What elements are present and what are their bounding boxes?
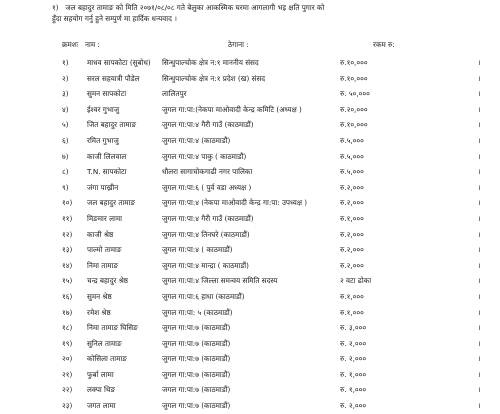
donor-address: जुगल गा:पा:४ पाकु ( काठमाडौं) xyxy=(162,151,247,161)
donor-name: जित बहादुर तामाङ xyxy=(87,120,137,130)
serial-number: २०) xyxy=(62,354,73,364)
donor-list xyxy=(0,55,500,414)
donor-address: जुगल गा:पा:४ ( काठमाडौं) xyxy=(162,245,233,255)
table-row xyxy=(0,305,500,321)
donor-address: जुगल गा:पा:४ (नेकपा माओवादी केन्द्र गा:पा: उपध्यक्ष ) xyxy=(162,198,308,208)
donor-address: लालितपुर xyxy=(162,89,187,99)
donor-name: चन्द्र बहादुर श्रेष्ठ xyxy=(87,276,129,286)
table-row xyxy=(0,258,500,274)
table-row xyxy=(0,102,500,118)
donor-address: जुगल गा:पा:४ गैरी गाउँ (काठमाडौं) xyxy=(162,213,254,223)
donation-amount: रु.१०,००० xyxy=(340,58,368,67)
table-row xyxy=(0,211,500,227)
row-end-mark: । xyxy=(478,291,481,301)
donation-amount: रु. ३,००० xyxy=(340,323,367,333)
table-row xyxy=(0,180,500,196)
donation-amount: रु. १,००० xyxy=(340,369,367,379)
donor-address: जुगल गा:पा:४ जिल्ला समन्वय समिति सदस्य xyxy=(162,276,278,286)
table-row xyxy=(0,227,500,243)
donor-address: जुगल गा:पा:७ (काठमाडौं) xyxy=(162,369,231,379)
row-end-mark: । xyxy=(478,354,481,364)
donor-address: जुगल गा:पा:७ (काठमाडौं) xyxy=(162,354,231,364)
table-row xyxy=(0,273,500,289)
row-end-mark: । xyxy=(478,307,481,317)
donor-address: धौलरा सागाचोकगाढी नगर पालिका xyxy=(162,167,253,177)
table-row xyxy=(0,164,500,180)
row-end-mark: । xyxy=(478,385,481,395)
donor-address: जुगल गा:पा:७ (काठमाडौं) xyxy=(162,401,231,411)
donor-name: सुनिल तामाङ xyxy=(87,338,122,348)
donation-amount: रु. ५०,००० xyxy=(340,89,370,99)
donation-amount: रु.१,००० xyxy=(340,307,364,317)
serial-number: २३) xyxy=(62,401,73,411)
donor-name: सुमन सापकोटा xyxy=(87,89,127,99)
donor-address: जुगल गा:पा:४ तिनघरे (काठमाडौं) xyxy=(162,229,250,239)
serial-number: २) xyxy=(62,73,69,83)
intro-line-2: हुँदा सहयोग गर्नु हुने सम्पुर्ण मा हार्दिक धन्यवाद । xyxy=(52,14,177,23)
row-end-mark: । xyxy=(478,369,481,379)
serial-number: १८) xyxy=(62,323,73,333)
donor-name: निमा तामाङ xyxy=(87,260,118,270)
donor-name: सुमन श्रेष्ठ xyxy=(87,291,112,301)
serial-number: १९) xyxy=(62,338,73,348)
row-end-mark: । xyxy=(478,120,481,130)
donation-amount: रु. १,००० xyxy=(340,385,367,395)
donation-amount: रु. २,००० xyxy=(340,338,367,348)
table-row xyxy=(0,195,500,211)
donor-address: जुगल गा:पा:७ (काठमाडौं) xyxy=(162,323,231,333)
donor-name: जंगा पाख्रीन xyxy=(87,182,119,192)
table-row xyxy=(0,86,500,102)
donation-amount: रु.२,००० xyxy=(340,245,364,255)
donor-address: जुगल गा:पा:६ ( पुर्व वडा अध्यक्ष ) xyxy=(162,182,252,192)
donation-amount: रु.२,००० xyxy=(340,260,364,270)
table-row xyxy=(0,320,500,336)
donation-amount: रु. २,००० xyxy=(340,354,367,364)
donor-name: निमा तामाङ घिसिङ xyxy=(87,323,138,333)
row-end-mark: । xyxy=(478,401,481,411)
row-end-mark: । xyxy=(478,151,481,161)
header-amount: रकम रु: xyxy=(373,40,395,49)
header-name: नाम : xyxy=(85,40,100,49)
table-row xyxy=(0,55,500,71)
donor-address: जुगल गा:पा:४ मान्द्रा ( काठमाडौं) xyxy=(162,260,249,270)
donation-amount: रु.२,००० xyxy=(340,229,364,239)
table-row xyxy=(0,351,500,367)
row-end-mark: । xyxy=(478,73,481,83)
serial-number: १७) xyxy=(62,307,73,317)
donor-address: जुगल गा:पा:(नेकपा माओवादी केन्द्र कमिटि (अध्यक्ष ) xyxy=(162,104,302,114)
donor-address: सिन्धुपाल्चोक क्षेत्र न:१ माननीय संसद xyxy=(162,58,259,67)
donation-amount: रु.१०,००० xyxy=(340,73,368,83)
row-end-mark: । xyxy=(478,323,481,333)
donor-address: जुगल गा:पा:७ (काठमाडौं) xyxy=(162,338,231,348)
donor-name: ईश्वर गुभाजु xyxy=(87,104,120,114)
row-end-mark: । xyxy=(478,229,481,239)
donor-name: फुर्बा लामा xyxy=(87,369,114,379)
donor-name: काजी लिलवाल xyxy=(87,151,127,161)
donor-name: माधव सापकोटा (सुबोध) xyxy=(87,58,151,67)
intro-number: १) xyxy=(52,3,59,12)
donor-name: रमेश श्रेष्ठ xyxy=(87,307,111,317)
serial-number: २१) xyxy=(62,369,73,379)
serial-number: १५) xyxy=(62,276,73,286)
donation-amount: रु.१,००० xyxy=(340,213,364,223)
donor-address: जुगल गा:पा: ५ (काठमाडौं) xyxy=(162,307,233,317)
donation-amount: २ वटा ढोका xyxy=(340,276,372,286)
table-row xyxy=(0,133,500,149)
serial-number: ६) xyxy=(62,135,69,145)
donor-name: सरल सहयात्री पौडेल xyxy=(87,73,140,83)
donor-name: पाल्मो तामाङ xyxy=(87,245,122,255)
donor-name: रमित गुभाजु xyxy=(87,135,119,145)
donor-name: T.N. सापकोटा xyxy=(87,167,127,177)
serial-number: ७) xyxy=(62,151,69,161)
donation-amount: रु.५,००० xyxy=(340,151,364,161)
serial-number: १३) xyxy=(62,245,73,255)
donor-address: जगल गा:पा:७ (काठमाडौं) xyxy=(162,385,231,395)
donor-address: जुगल गा:पा:४ गैरी गाउँ (काठमाडौं) xyxy=(162,120,254,130)
donor-name: लक्पा थिङ xyxy=(87,385,116,395)
donor-address: जुगल गा:पा:६ हाधा (काठमाडौं) xyxy=(162,291,245,301)
serial-number: ३) xyxy=(62,89,69,99)
donor-name: कोसिला तामाङ xyxy=(87,354,127,364)
donation-amount: रु.१,००० xyxy=(340,291,364,301)
table-row xyxy=(0,149,500,165)
row-end-mark: । xyxy=(478,213,481,223)
header-serial: क्रमशः xyxy=(62,40,79,49)
serial-number: ११) xyxy=(62,213,73,223)
row-end-mark: । xyxy=(478,89,481,99)
serial-number: ५) xyxy=(62,120,69,130)
table-row xyxy=(0,117,500,133)
donor-name: काजी श्रेष्ठ xyxy=(87,229,114,239)
donation-amount: रु.२०,००० xyxy=(340,104,368,114)
table-header xyxy=(0,40,500,52)
donation-amount: रु.५,००० xyxy=(340,135,364,145)
table-row xyxy=(0,398,500,414)
header-address: ठेगाना : xyxy=(228,40,249,49)
serial-number: १४) xyxy=(62,260,73,270)
row-end-mark: । xyxy=(478,135,481,145)
serial-number: ४) xyxy=(62,104,69,114)
donor-address: सिन्धुपाल्चोक क्षेत्र न:१ प्रदेश (ख) संसद xyxy=(162,73,266,83)
row-end-mark: । xyxy=(478,182,481,192)
serial-number: २२) xyxy=(62,385,73,395)
table-row xyxy=(0,367,500,383)
row-end-mark: । xyxy=(478,245,481,255)
table-row xyxy=(0,336,500,352)
serial-number: ९) xyxy=(62,182,69,192)
row-end-mark: । xyxy=(478,58,481,67)
donor-address: जुगल गा:पा:४ (काठमाडौं) xyxy=(162,135,231,145)
row-end-mark: । xyxy=(478,260,481,270)
serial-number: १२) xyxy=(62,229,73,239)
row-end-mark: । xyxy=(478,198,481,208)
intro-text-1: जल बहादुर तामाङ को मिति २०७१/०८/०८ गते बेलुका आकस्मिक घरमा आगलागी भइ क्षति पुगार को xyxy=(65,3,325,12)
intro-line-1 xyxy=(12,2,492,13)
row-end-mark: । xyxy=(478,104,481,114)
donor-name: जगत लामा xyxy=(87,401,116,411)
serial-number: ८) xyxy=(62,167,69,177)
donation-amount: रु.५,००० xyxy=(340,167,364,177)
donation-amount: रु.२,००० xyxy=(340,198,364,208)
row-end-mark: । xyxy=(478,276,481,286)
donation-amount: रु.२,००० xyxy=(340,182,364,192)
table-row xyxy=(0,242,500,258)
donation-amount: रु.१०,००० xyxy=(340,120,368,130)
donor-name: जल बहादुर तामाङ xyxy=(87,198,136,208)
table-row xyxy=(0,382,500,398)
donation-amount: रु. २,००० xyxy=(340,401,367,411)
table-row xyxy=(0,289,500,305)
row-end-mark: । xyxy=(478,338,481,348)
row-end-mark: । xyxy=(478,167,481,177)
donor-name: मिङमार लामा xyxy=(87,213,123,223)
table-row xyxy=(0,71,500,87)
intro-paragraph xyxy=(12,2,492,24)
serial-number: १) xyxy=(62,58,69,67)
serial-number: १०) xyxy=(62,198,73,208)
serial-number: १६) xyxy=(62,291,73,301)
